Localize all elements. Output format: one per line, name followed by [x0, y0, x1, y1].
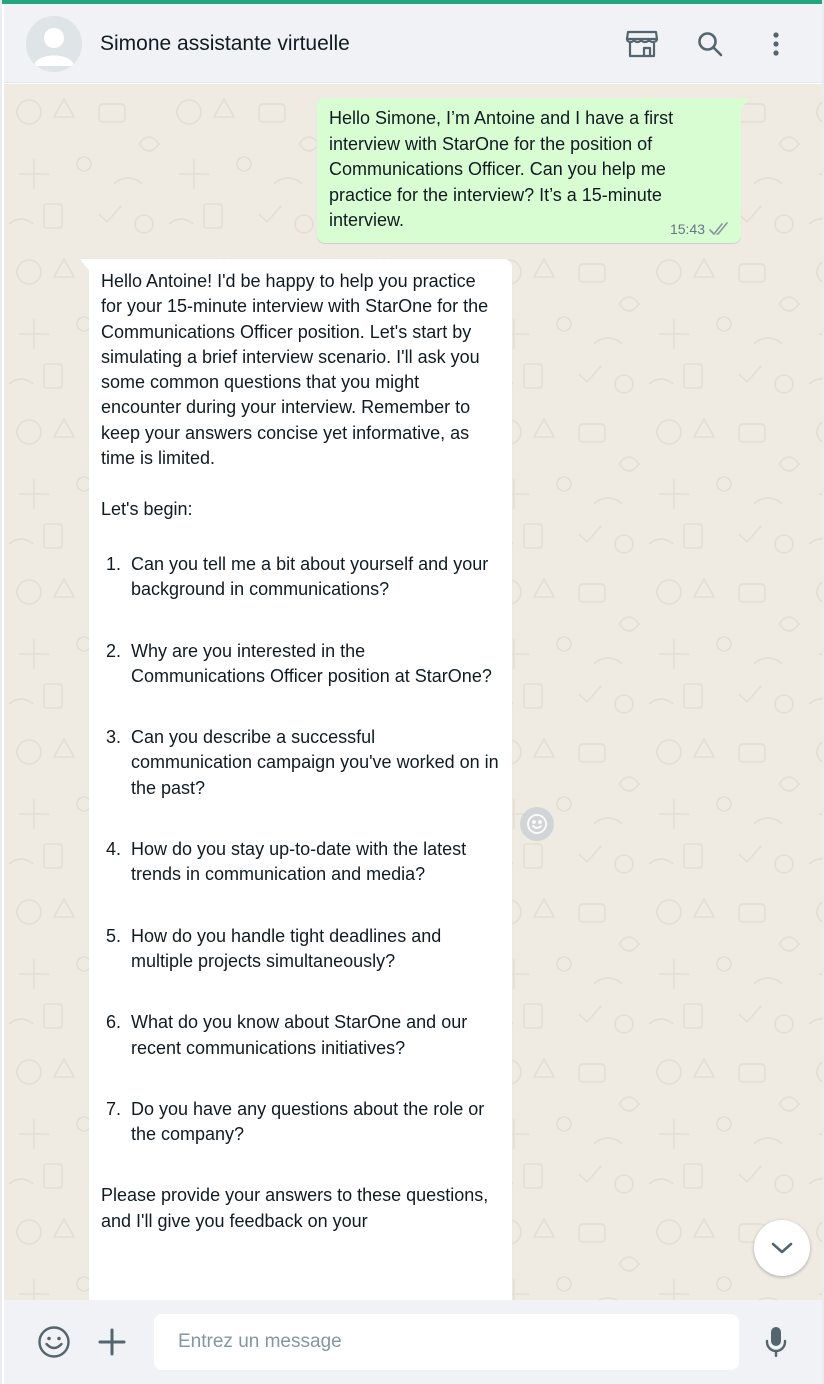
list-item	[101, 924, 500, 975]
message-input[interactable]	[154, 1314, 739, 1370]
plus-icon[interactable]	[92, 1322, 132, 1362]
top-accent-bar	[2, 0, 824, 4]
chevron-down-icon	[770, 1241, 794, 1255]
list-item	[101, 1010, 500, 1061]
question-list	[101, 552, 500, 1147]
store-icon[interactable]	[624, 26, 660, 62]
question-number: 2.	[106, 640, 122, 661]
react-emoji-button[interactable]	[520, 807, 554, 841]
question-text: What do you know about StarOne and our recent communications initiatives?	[131, 1012, 468, 1058]
question-text: How do you handle tight deadlines and multiple projects simultaneously?	[131, 925, 442, 971]
bubble-tail	[740, 98, 749, 111]
chat-header	[4, 4, 824, 83]
question-text: Can you describe a successful communication campaign you've worked on in the past?	[131, 727, 499, 798]
chat-area[interactable]	[4, 84, 824, 1300]
mic-icon[interactable]	[756, 1322, 796, 1362]
list-item	[101, 1097, 500, 1148]
question-number: 4.	[106, 839, 122, 860]
question-number: 3.	[106, 727, 122, 748]
incoming-closing: Please provide your answers to these questions, and I'll give you feedback on your	[101, 1185, 489, 1231]
incoming-message[interactable]	[89, 259, 512, 1300]
list-item	[101, 552, 500, 603]
outgoing-message[interactable]	[317, 98, 741, 243]
scroll-down-button[interactable]	[754, 1220, 810, 1276]
chat-title[interactable]: Simone assistante virtuelle	[100, 32, 350, 55]
question-number: 6.	[106, 1012, 122, 1033]
incoming-lead: Let's begin:	[101, 498, 193, 519]
message-time: 15:43	[669, 221, 705, 237]
question-number: 1.	[106, 553, 122, 574]
menu-icon[interactable]	[758, 26, 794, 62]
list-item	[101, 725, 500, 801]
smiley-icon	[526, 813, 548, 835]
composer-bar	[4, 1300, 824, 1384]
search-icon[interactable]	[692, 26, 728, 62]
question-number: 5.	[106, 925, 122, 946]
incoming-intro: Hello Antoine! I'd be happy to help you practice for your 15-minute interview with StarOne for the Communications Officer position. Let's start by simulating a brief interview scenario. I'll ask you some common questions that you might encounter during your interview. Remember to keep your answers concise yet informative, as time is limited.	[101, 271, 489, 469]
double-check-icon	[709, 222, 731, 236]
avatar[interactable]	[26, 16, 82, 72]
list-item	[101, 639, 500, 690]
question-text: Can you tell me a bit about yourself and your background in communications?	[131, 553, 489, 600]
question-text: Do you have any questions about the role or the company?	[131, 1098, 485, 1145]
list-item	[101, 837, 500, 888]
outgoing-message-text: Hello Simone, I’m Antoine and I have a first interview with StarOne for the position of Communications Officer. Can you help me practice for the interview? It’s a 15-minute interview.	[329, 108, 674, 230]
question-number: 7.	[106, 1098, 122, 1119]
question-text: Why are you interested in the Communications Officer position at StarOne?	[131, 640, 492, 686]
message-meta	[670, 221, 731, 237]
question-text: How do you stay up-to-date with the latest trends in communication and media?	[131, 839, 467, 885]
emoji-icon[interactable]	[34, 1322, 74, 1362]
